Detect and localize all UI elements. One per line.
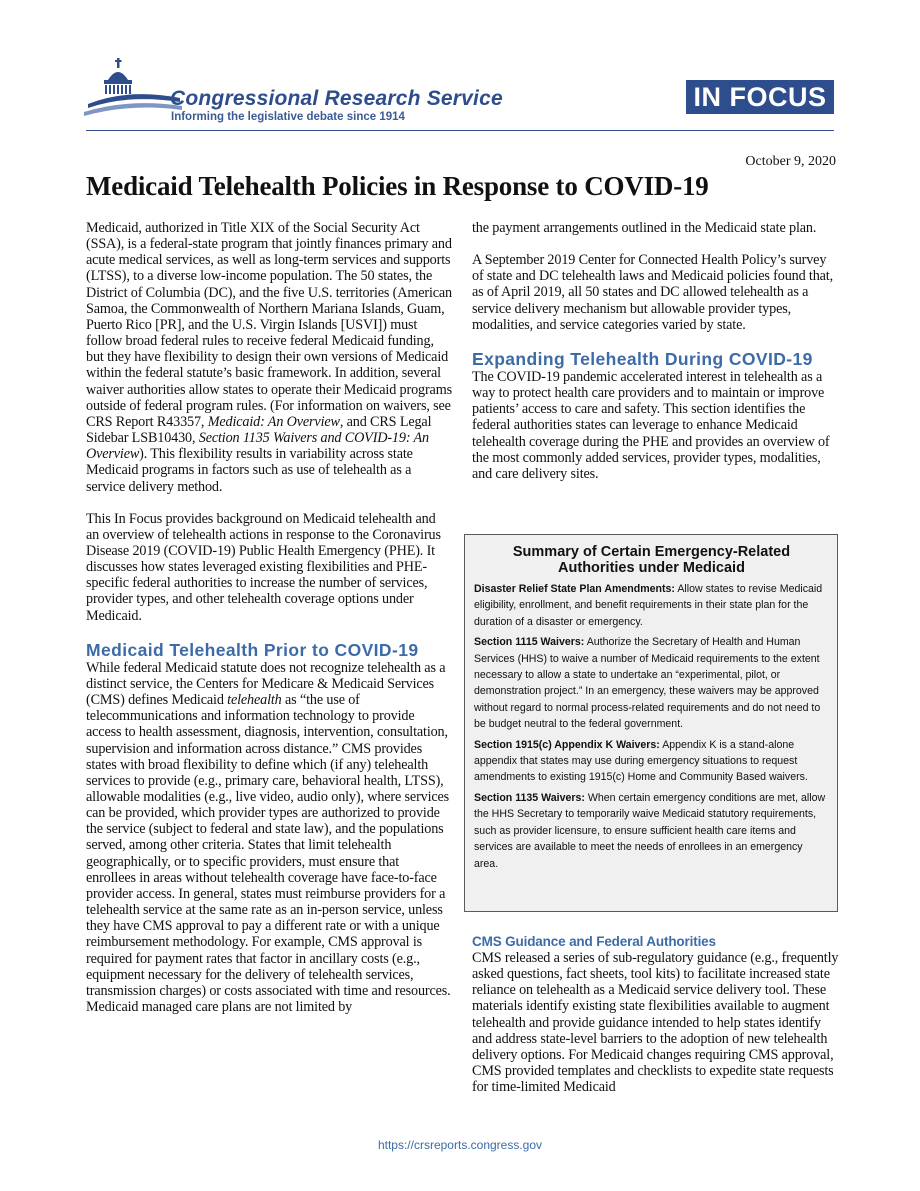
summary-box (464, 534, 838, 912)
right-column-lower (472, 934, 840, 1095)
box-item: Disaster Relief State Plan Amendments: Allow states to revise Medicaid eligibility, enrollment, and benefit requirements in their state plan for the duration of a disaster or emergency. (474, 583, 823, 628)
section-heading-prior: Medicaid Telehealth Prior to COVID-19 (86, 639, 419, 660)
summary-box-title: Summary of Certain Emergency-Related Authorities under Medicaid (512, 544, 791, 576)
left-column (86, 220, 452, 1015)
report-title-link: Medicaid: An Overview (207, 413, 340, 430)
capitol-dome-icon (84, 58, 184, 120)
overview-paragraph: This In Focus provides background on Medicaid telehealth and an overview of telehealth actions in response to the Coronavirus Disease 2019 (COVID-19) Public Health Emergency (PHE). It discusses how states leveraged existing flexibilities and PHE-specific federal authorities to increase the number of services, provider types, and other telehealth coverage options under Medicaid. (86, 510, 441, 624)
footer-url-link[interactable]: https://crsreports.congress.gov (377, 1138, 543, 1152)
payment-paragraph: the payment arrangements outlined in the Medicaid state plan. (472, 220, 817, 236)
org-name: Congressional Research Service (170, 87, 503, 110)
intro-paragraph: Medicaid, authorized in Title XIX of the Social Security Act (SSA), is a federal-state program that jointly finances primary and acute medical services, as well as long-term services and supports (LTSS), to a diverse low-income population. The 50 states, the District of Columbia (DC), and the five U.S. territories (American Samoa, the Commonwealth of Northern Mariana Islands, Guam, Puerto Rico [PR], and the U.S. Virgin Islands [USVI]) must follow broad federal rules to receive federal Medicaid funding, but they have flexibility to design their own versions of Medicaid within the federal statute’s basic framework. In addition, several waiver authorities allow states to operate their Medicaid programs outside of federal program rules. (For information on waivers, see CRS Report R43357, Medicaid: An Overview, and CRS Legal Sidebar LSB10430, Section 1135 Waivers and COVID-19: An Overview). This flexibility results in variability across state Medicaid programs in factors such as use of telehealth as a service delivery method. (86, 220, 452, 495)
subsection-heading-cms: CMS Guidance and Federal Authorities (472, 934, 716, 949)
right-column (472, 220, 840, 482)
box-item: Section 1135 Waivers: When certain emergency conditions are met, allow the HHS Secretary to temporarily waive Medicaid statutory requirements, such as provider licensure, to ensure sufficient health care items and services are available to meet the needs of enrollees in an emergency area. (474, 791, 826, 870)
org-tagline: Informing the legislative debate since 1914 (171, 111, 405, 123)
box-item: Section 1915(c) Appendix K Waivers: Appendix K is a stand-alone appendix that states may use during emergency situations to request amendments to existing 1915(c) Home and Community Based waivers. (474, 738, 808, 784)
box-item: Section 1115 Waivers: Authorize the Secretary of Health and Human Services (HHS) to waive a number of Medicaid requirements to the extent necessary to allow a state to undertake an “experimental, pilot, or demonstration project.” In an emergency, these waivers may be approved without regard to normal process-related requirements and do not need to be budget neutral to the federal government. (474, 636, 821, 731)
sidebar-title-link: Section 1135 Waivers and COVID-19: An Overview (86, 430, 429, 463)
publication-date: October 9, 2020 (745, 154, 836, 169)
survey-paragraph: A September 2019 Center for Connected Health Policy’s survey of state and DC telehealth laws and Medicaid policies found that, as of April 2019, all 50 states and DC allowed telehealth as a service delivery mechanism but allowable provider types, modalities, and service categories varied by state. (472, 252, 833, 333)
expanding-paragraph: The COVID-19 pandemic accelerated interest in telehealth as a way to protect health care providers and to maintain or improve patients’ access to care and safety. This section identifies the federal authorities states can leverage to enhance Medicaid telehealth coverage during the PHE and provides an overview of the most commonly added services, provider types, modalities, and care delivery sites. (472, 368, 830, 482)
in-focus-badge: IN FOCUS (686, 80, 834, 114)
header-divider (86, 130, 834, 131)
page-title: Medicaid Telehealth Policies in Response to COVID-19 (86, 171, 709, 201)
cms-paragraph: CMS released a series of sub-regulatory guidance (e.g., frequently asked questions, fact sheets, tool kits) to facilitate increased state reliance on telehealth as a Medicaid service delivery tool. These materials identify existing state flexibilities available to augment telehealth and provide guidance intended to help states identify and address state-level barriers to the adoption of new telehealth delivery options. For Medicaid changes requiring CMS approval, CMS provided templates and checklists to expedite state requests for time-limited Medicaid (472, 950, 839, 1096)
page-header (0, 0, 920, 140)
prior-paragraph: While federal Medicaid statute does not recognize telehealth as a distinct service, the Centers for Medicare & Medicaid Services (CMS) defines Medicaid telehealth as “the use of telecommunications and information technology to provide access to health assessment, diagnosis, intervention, consultation, supervision and information across distance.” CMS provides states with broad flexibility to define which (if any) telehealth services to provide (e.g., primary care, behavioral health, LTSS), allowable modalities (e.g., live video, audio only), where services can be provided, which provider types are authorized to provide the service (subject to federal and state law), and the populations served, among other criteria. States that limit telehealth geographically, or to specific providers, must ensure that enrollees in areas without telehealth coverage have face-to-face provider access. In general, states must reimburse providers for a telehealth service at the same rate as an in-person service, unless they have CMS approval to pay a different rate or with a unique reimbursement methodology. For example, CMS approval is required for payment rates that factor in ancillary costs (e.g., equipment necessary for the delivery of telehealth services, transmission charges) or costs associated with time and resources. Medicaid managed care plans are not limited by (86, 659, 451, 1016)
section-heading-expanding: Expanding Telehealth During COVID-19 (472, 348, 813, 369)
